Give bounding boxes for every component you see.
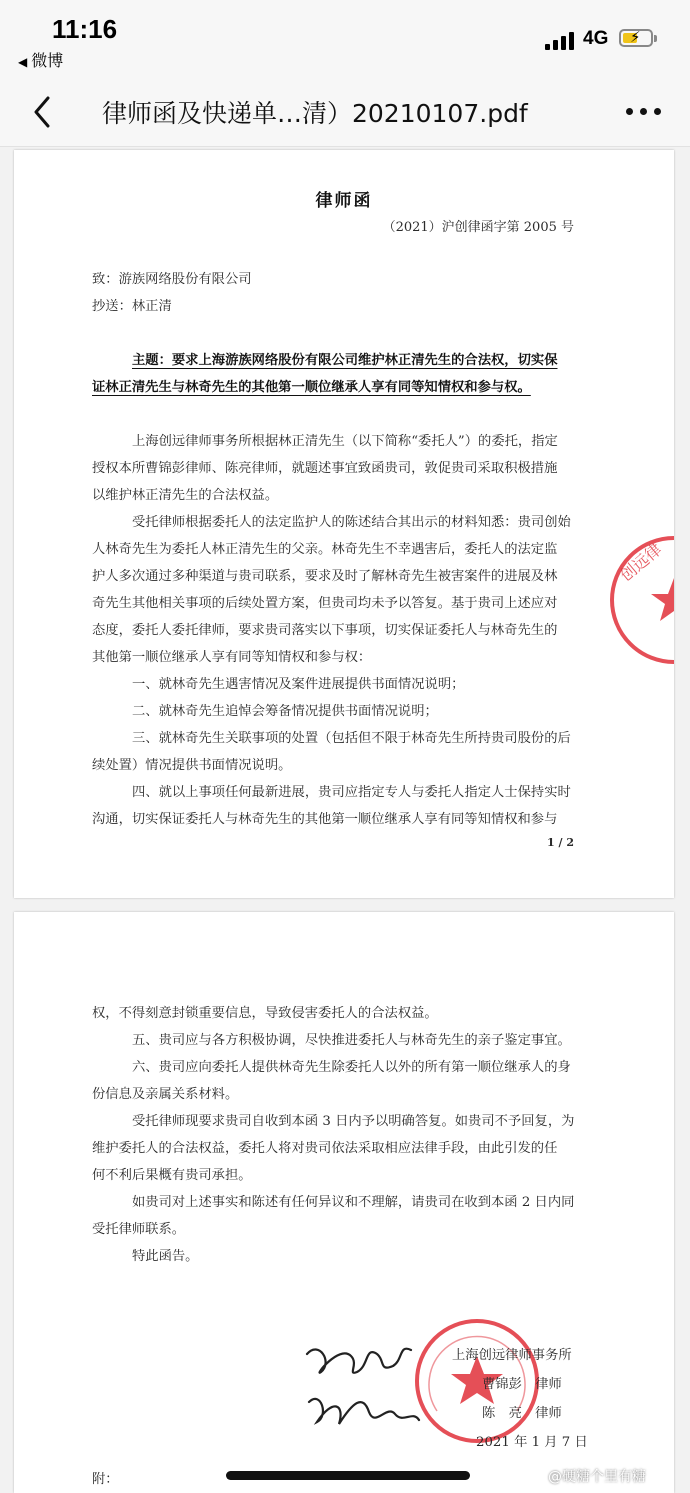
list-item: 沟通，切实保证委托人与林奇先生的其他第一顺位继承人享有同等知情权和参与 [92,812,558,827]
body-line: 权，不得刻意封锁重要信息，导致侵害委托人的合法权益。 [92,1006,438,1021]
attachment-label: 附： [92,1472,119,1487]
list-item: 份信息及亲属关系材料。 [92,1087,239,1102]
body-line: 以维护林正清先生的合法权益。 [92,488,279,503]
list-item: 四、就以上事项任何最新进展，贵司应指定专人与委托人指定人士保持实时 [132,785,571,800]
back-to-app-link[interactable] [18,48,63,71]
watermark: @硬糖个里有糖 [548,1469,646,1485]
body-line: 人林奇先生为委托人林正清先生的父亲。林奇先生不幸遇害后，委托人的法定监 [92,542,558,557]
list-item: 六、贵司应向委托人提供林奇先生除委托人以外的所有第一顺位继承人的身 [132,1060,571,1075]
back-triangle-icon: ◀ [18,55,28,69]
letter-heading: 律师函 [315,191,373,211]
pdf-page-2 [14,912,674,1493]
recipient-line: 致：游族网络股份有限公司 [92,272,252,287]
lawyer-name: 陈 亮 律师 [482,1406,562,1421]
battery-icon: ⚡ [619,29,653,47]
list-item: 二、就林奇先生追悼会筹备情况提供书面情况说明； [132,704,438,719]
svg-text:创远律: 创远律 [616,539,666,586]
list-item: 一、就林奇先生遇害情况及案件进展提供书面情况说明； [132,677,465,692]
network-type: 4G [583,28,609,49]
body-line: 态度，委托人委托律师，要求贵司落实以下事项，切实保证委托人与林奇先生的 [92,623,558,638]
chevron-left-icon[interactable] [24,92,60,132]
list-item: 三、就林奇先生关联事项的处置（包括但不限于林奇先生所持贵司股份的后 [132,731,571,746]
body-line: 授权本所曹锦彭律师、陈亮律师，就题述事宜致函贵司，敦促贵司采取积极措施 [92,461,558,476]
body-line: 其他第一顺位继承人享有同等知情权和参与权： [92,650,372,665]
body-line: 受托律师根据委托人的法定监护人的陈述结合其出示的材料知悉：贵司创始 [132,515,571,530]
pdf-page-1 [14,150,674,898]
document-number: （2021）沪创律函字第 2005 号 [382,220,574,235]
cc-line: 抄送：林正清 [92,299,172,314]
home-indicator[interactable] [226,1471,470,1480]
battery-tip [654,35,657,42]
document-title: 律师函及快递单…清）20210107.pdf [102,99,528,128]
body-line: 如贵司对上述事实和陈述有任何异议和不理解，请贵司在收到本函 2 日内同 [132,1195,575,1210]
body-line: 受托律师现要求贵司自收到本函 3 日内予以明确答复。如贵司不予回复，为 [132,1114,575,1129]
status-bar [0,0,690,78]
body-line: 奇先生其他相关事项的后续处置方案，但贵司均未予以答复。基于贵司上述应对 [92,596,558,611]
more-horizontal-icon[interactable] [626,108,662,116]
letter-date: 2021 年 1 月 7 日 [476,1435,588,1450]
official-seal-icon [604,530,674,670]
nav-bar [0,78,690,147]
body-line: 受托律师联系。 [92,1222,186,1237]
back-app-label: 微博 [31,51,64,70]
subject-line: 主题：要求上海游族网络股份有限公司维护林正清先生的合法权，切实保 [132,353,558,368]
law-firm-name: 上海创远律师事务所 [452,1348,572,1363]
closing-line: 特此函告。 [132,1249,199,1264]
handwritten-signature-icon [299,1332,439,1442]
clock: 11:16 [52,14,118,44]
lawyer-name: 曹锦彭 律师 [482,1377,562,1392]
list-item: 五、贵司应与各方积极协调，尽快推进委托人与林奇先生的亲子鉴定事宜。 [132,1033,571,1048]
subject-line: 证林正清先生与林奇先生的其他第一顺位继承人享有同等知情权和参与权。 [92,380,531,395]
cellular-signal-icon [545,30,577,50]
body-line: 何不利后果概有贵司承担。 [92,1168,252,1183]
body-line: 维护委托人的合法权益，委托人将对贵司依法采取相应法律手段，由此引发的任 [92,1141,558,1156]
list-item: 续处置）情况提供书面情况说明。 [92,758,292,773]
body-line: 护人多次通过多种渠道与贵司联系，要求及时了解林奇先生被害案件的进展及林 [92,569,558,584]
page-number: 1 / 2 [547,836,574,849]
body-line: 上海创远律师事务所根据林正清先生（以下简称“委托人”）的委托，指定 [132,434,558,449]
